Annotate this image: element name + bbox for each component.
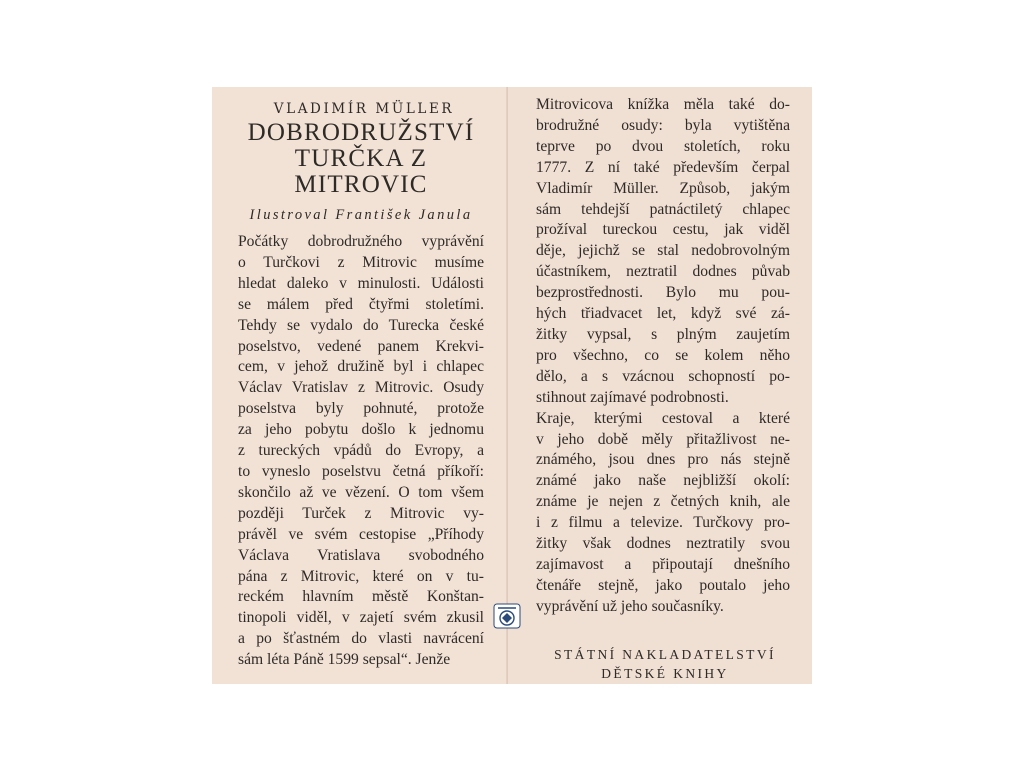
text-line: pána z Mitrovic, které on v tu- [238, 567, 484, 585]
text-line: později Turček z Mitrovic vy- [238, 504, 484, 522]
text-line: Václava Vratislava svobodného [238, 546, 484, 564]
text-line: i z filmu a televize. Turčkovy pro- [536, 514, 790, 532]
text-line: Vladimír Müller. Způsob, jakým [536, 179, 790, 197]
text-line: o Turčkovi z Mitrovic musíme [238, 253, 484, 271]
author-name: VLADIMÍR MÜLLER [273, 101, 455, 117]
book-title-line-2: TURČKA Z MITROVIC [294, 145, 428, 198]
text-line: brodružné osudy: byla vytištěna [536, 116, 790, 134]
text-line: právěl ve svém cestopise „Příhody [238, 525, 484, 543]
text-line: známého, jsou dnes pro nás stejně [536, 451, 790, 469]
text-line: poselstva byly pohnuté, protože [238, 400, 484, 418]
text-line: v jeho době měly přitažlivost ne- [536, 430, 790, 448]
text-line: hledat daleko v minulosti. Události [238, 274, 484, 292]
text-line: účastníkem, neztratil dodnes půvab [536, 263, 790, 281]
text-line: a po šťastném do vlasti navrácení [238, 630, 484, 648]
text-line: Václav Vratislav z Mitrovic. Osudy [238, 379, 484, 397]
text-line: zajímavost a připoutají dnešního [536, 555, 790, 573]
text-line: známé jako naše nejbližší okolí: [536, 472, 790, 490]
text-line: poselstvo, vedené panem Krekvi- [238, 337, 484, 355]
bookshop-stamp-icon [493, 603, 521, 629]
text-line: skončilo až ve vězení. O tom všem [238, 483, 484, 501]
right-page [508, 87, 812, 684]
text-line: sám léta Páně 1599 sepsal“. Jenže [238, 651, 451, 669]
text-line: Mitrovicova knížka měla také do- [536, 96, 790, 113]
text-line: žitky však dodnes neztratily svou [536, 535, 790, 553]
right-body-text [536, 95, 790, 618]
text-line: reckém hlavním městě Konštan- [238, 588, 484, 606]
publisher-line-1: STÁTNÍ NAKLADATELSTVÍ [554, 647, 776, 662]
text-line: Kraje, kterými cestoval a které [536, 409, 790, 427]
text-line: známe je nejen z četných knih, ale [536, 493, 790, 511]
text-line: sám tehdejší patnáctiletý chlapec [536, 200, 790, 218]
text-line: Počátky dobrodružného vyprávění [238, 233, 484, 250]
book-title-line-1: DOBRODRUŽSTVÍ [247, 119, 475, 146]
text-line: z tureckých vpádů do Evropy, a [238, 442, 484, 460]
text-line: hých třiadvacet let, když své zá- [536, 305, 790, 323]
text-line: to vyneslo poselstvu četná příkoří: [238, 462, 484, 480]
text-line: pro všechno, co se kolem něho [536, 346, 790, 364]
text-line: vyprávění už jeho současníky. [536, 597, 724, 615]
text-line: 1777. Z ní také především čerpal [536, 158, 790, 176]
left-page [212, 87, 508, 684]
text-line: děje, jejichž se stal nedobrovolným [536, 242, 790, 260]
text-line: prožíval tureckou cestu, jak viděl [536, 221, 790, 239]
text-line: tinopoli viděl, v zajetí svém zkusil [238, 609, 484, 627]
text-line: bezprostřednosti. Bylo mu pou- [536, 284, 790, 302]
text-line: se málem před čtyřmi stoletími. [238, 295, 484, 313]
text-line: dělo, a s vzácnou schopností po- [536, 367, 790, 385]
text-line: stihnout zajímavé podrobnosti. [536, 388, 729, 406]
text-line: teprve po dvou stoletích, roku [536, 137, 790, 155]
left-body-text [238, 232, 484, 671]
illustrator-credit: Ilustroval František Janula [249, 207, 473, 223]
text-line: za jeho pobytu došlo k jednomu [238, 421, 484, 439]
text-line: čtenáře stejně, jako poutalo jeho [536, 576, 790, 594]
text-line: žitky vypsal, s plným zaujetím [536, 325, 790, 343]
publisher-line-2: DĚTSKÉ KNIHY [601, 666, 729, 681]
text-line: Tehdy se vydalo do Turecka české [238, 316, 484, 334]
text-line: cem, v jehož družině byl i chlapec [238, 358, 484, 376]
